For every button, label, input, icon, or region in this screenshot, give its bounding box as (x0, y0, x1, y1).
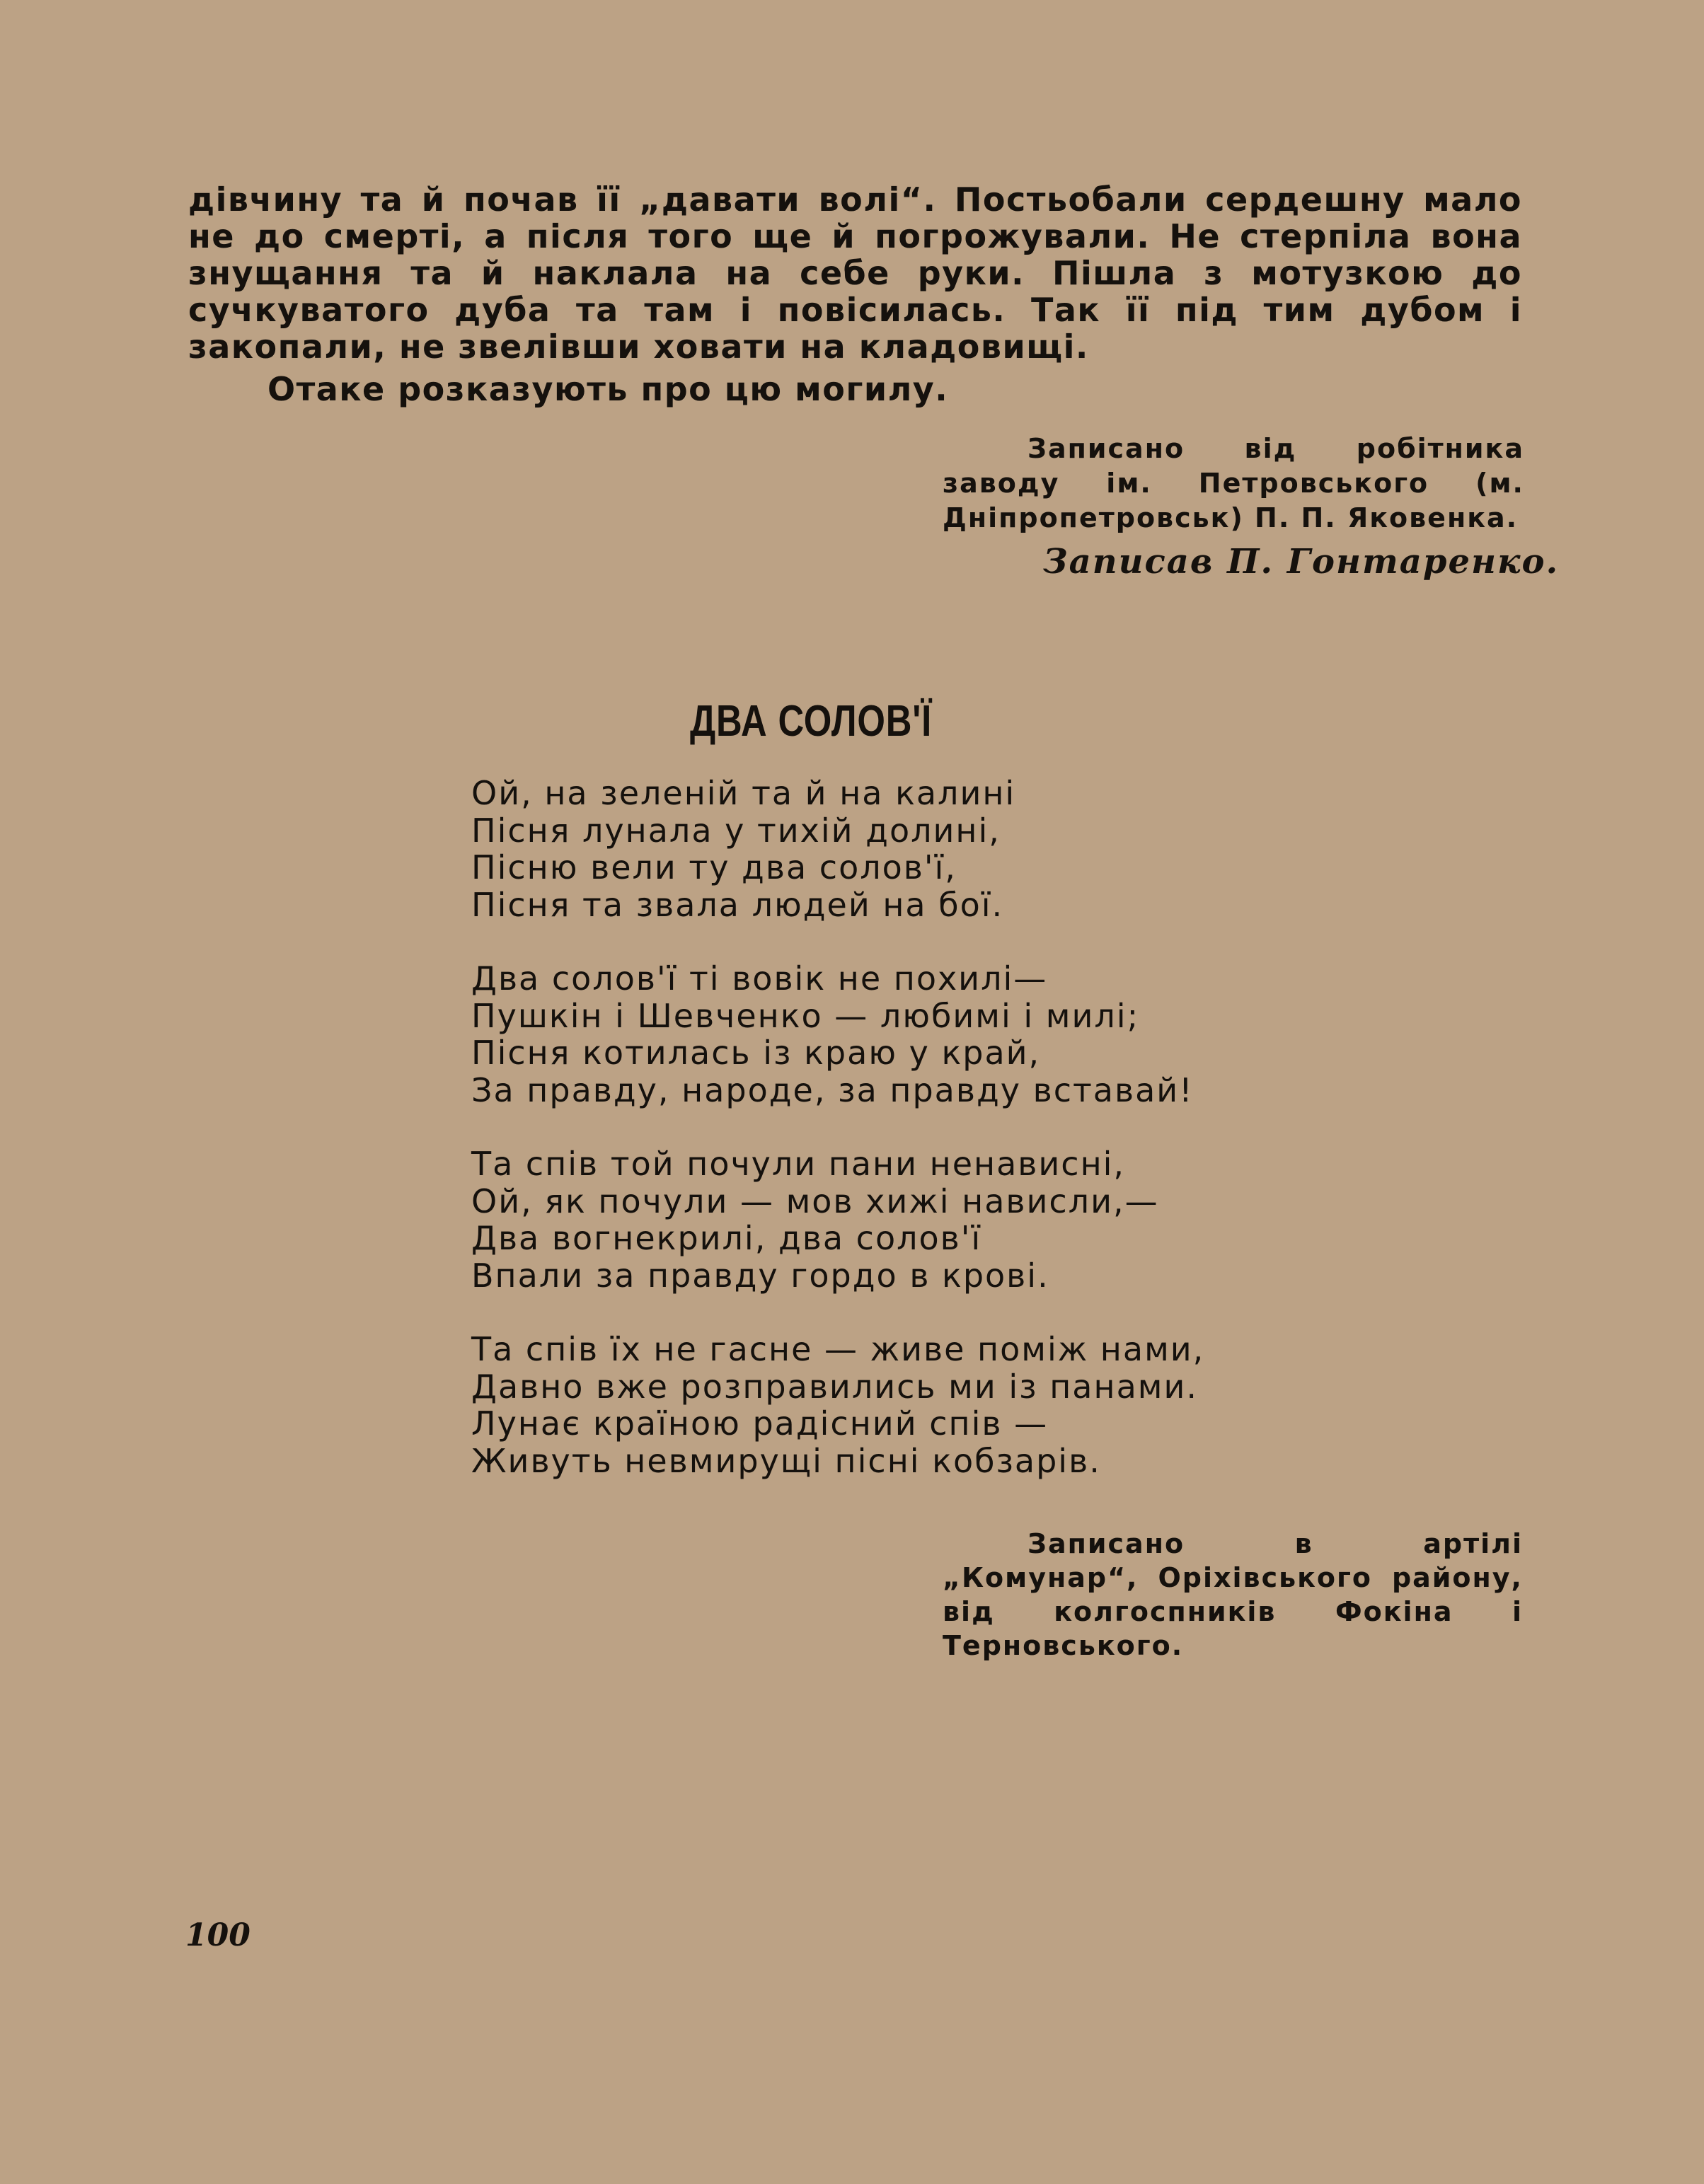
poem-line: Ой, на зеленій та й на калині (471, 774, 1016, 812)
poem-stanza (471, 1331, 1533, 1479)
poem-line: Два солов'ї ті вовік не похилі— (471, 959, 1048, 998)
poem-line: Пісня котилась із краю у край, (471, 1034, 1041, 1072)
page-number: 100 (185, 1917, 251, 1953)
poem-line: Пісня та звала людей на бої. (471, 885, 1004, 924)
poem-line: Давно вже розправились ми із панами. (471, 1367, 1198, 1406)
prose-paragraph: дівчину та й почав її „давати волі“. Постьобали сердешну мало не до смерті, а після того ще й погрожували. Не стерпіла вона знущання та й наклала на себе руки. Пішла з мотузкою до сучкуватого дуба та там і повісилась. Так її під тим дубом і закопали, не звелівши ховати на кладовищі. (188, 180, 1522, 366)
poem-line: Лунає країною радісний спів — (471, 1404, 1049, 1443)
poem-stanza (471, 1145, 1533, 1294)
source-note-text: Записано в артілі „Комунар“, Оріхівського району, від колгоспників Фокіна і Терновського. (943, 1528, 1523, 1661)
poem-line: Ой, як почули — мов хижі нависли,— (471, 1181, 1159, 1220)
poem-line: Пісню вели ту два солов'ї, (471, 848, 957, 886)
prose-block (188, 181, 1522, 408)
poem-line: Пушкін і Шевченко — любимі і милі; (471, 996, 1140, 1035)
poem-line: Два вогнекрилі, два солов'ї (471, 1219, 982, 1257)
source-note-text: Записано від робітника заводу ім. Петровського (м. Дніпропетровськ) П. П. Яковенка. (943, 433, 1524, 533)
poem (471, 775, 1533, 1516)
source-note (943, 432, 1524, 536)
poem-line: За правду, народе, за правду вставай! (471, 1070, 1194, 1109)
poem-line: Живуть невмирущі пісні кобзарів. (471, 1441, 1101, 1480)
poem-line: Пісня лунала у тихій долині, (471, 811, 1001, 850)
poem-stanza (471, 775, 1533, 923)
poem-line: Та спів їх не гасне — живе поміж нами, (471, 1330, 1205, 1368)
source-note (943, 1527, 1523, 1663)
collector-signature: Записав П. Гонтаренко. (1043, 542, 1560, 582)
song-title: ДВА СОЛОВ'Ї (689, 697, 933, 746)
poem-line: Впали за правду гордо в крові. (471, 1256, 1049, 1295)
prose-paragraph: Отаке розказують про цю могилу. (267, 370, 949, 408)
poem-stanza (471, 960, 1533, 1109)
poem-line: Та спів той почули пани ненависні, (471, 1145, 1126, 1183)
